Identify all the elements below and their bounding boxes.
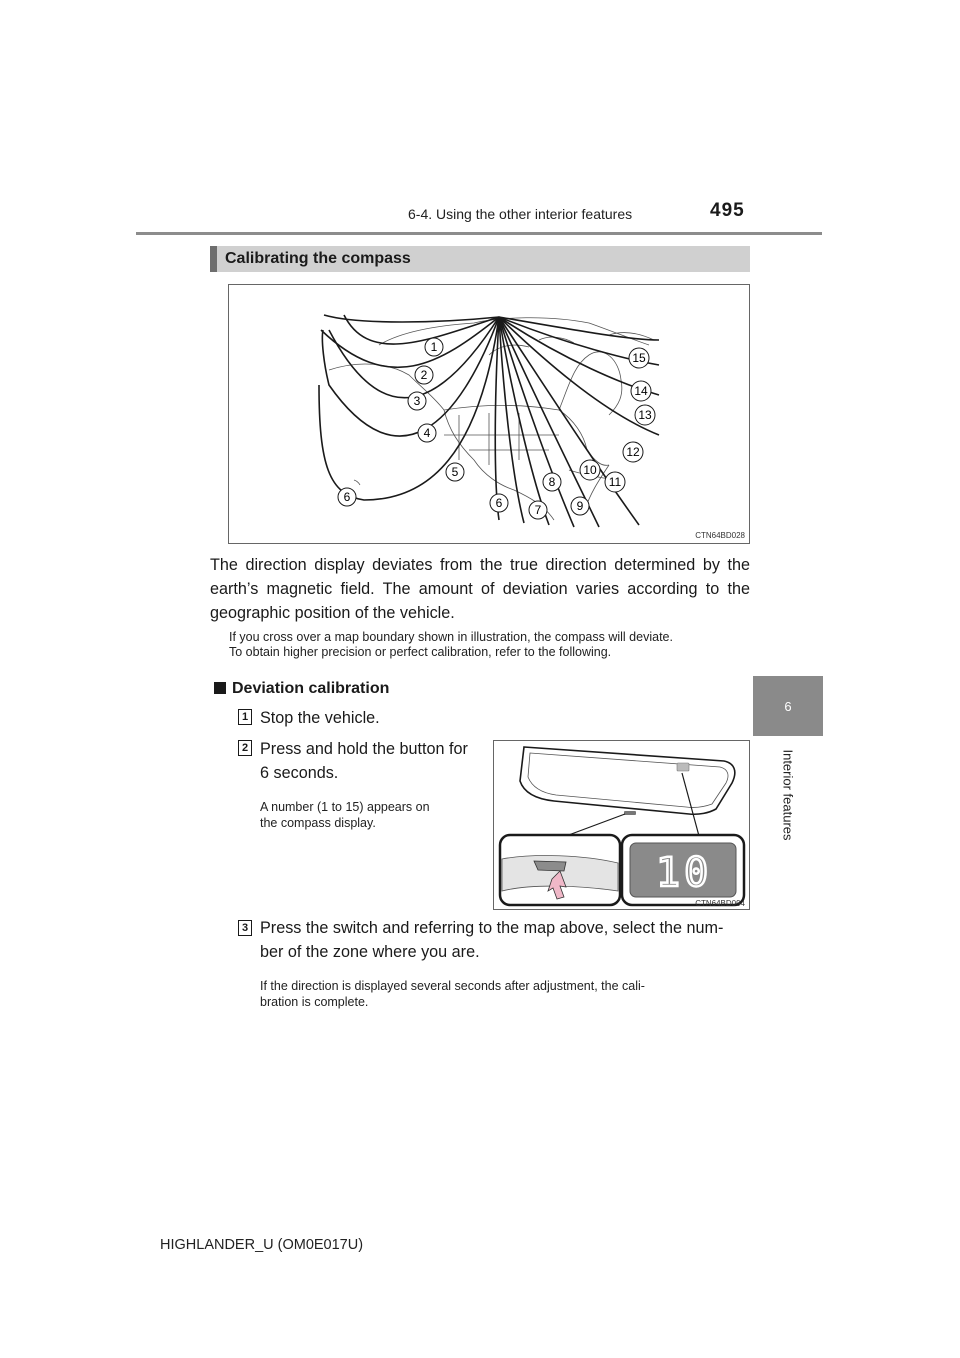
zone-label: 12 — [626, 445, 640, 459]
zone-label: 8 — [548, 475, 556, 489]
step-note: the compass display. — [260, 816, 376, 830]
zone-marker-15 — [629, 348, 649, 368]
zone-marker-12 — [623, 442, 643, 462]
chapter-title: Interior features — [780, 749, 796, 841]
zone-label: 6 — [343, 490, 351, 504]
zone-marker-5 — [446, 463, 464, 481]
header-rule — [136, 232, 822, 235]
section-heading-bar — [210, 246, 750, 272]
step-number-badge: 1 — [238, 709, 252, 725]
zone-marker-7 — [529, 501, 547, 519]
zone-label: 5 — [451, 465, 459, 479]
step-number-badge: 3 — [238, 920, 252, 936]
zone-label: 15 — [632, 351, 646, 365]
compass-display-readout: 10 — [656, 850, 713, 896]
zone-marker-10 — [580, 460, 600, 480]
step-text: Press the switch and referring to the map above, select the num- — [260, 919, 724, 937]
zone-marker-6a — [338, 488, 356, 506]
zone-label: 2 — [420, 368, 428, 382]
button-icon — [624, 811, 636, 815]
deviation-calibration-heading — [214, 680, 389, 698]
zone-marker-3 — [408, 392, 426, 410]
intro-note — [229, 630, 750, 660]
chapter-title-vertical — [778, 740, 798, 850]
step-text: Press and hold the button for — [260, 740, 468, 758]
mirror-button-figure — [493, 740, 750, 910]
mirror-outline — [520, 747, 735, 814]
zone-marker-8 — [543, 473, 561, 491]
zone-label: 7 — [534, 503, 542, 517]
zone-marker-1 — [425, 338, 443, 356]
zone-marker-13 — [635, 405, 655, 425]
running-header-section: 6-4. Using the other interior features — [408, 206, 633, 222]
zone-label: 1 — [430, 340, 438, 354]
intro-note-line: If you cross over a map boundary shown in illustration, the compass will deviate. — [229, 630, 673, 644]
step-text: Stop the vehicle. — [260, 709, 380, 727]
zone-marker-4 — [418, 424, 436, 442]
compass-zone-map — [229, 285, 749, 543]
coastline-outline — [329, 318, 654, 520]
chapter-number: 6 — [784, 698, 792, 714]
figure-code: CTN64BD094 — [695, 899, 745, 908]
footer-model-code: HIGHLANDER_U (OM0E017U) — [160, 1237, 364, 1253]
step-text: ber of the zone where you are. — [260, 943, 480, 961]
zone-label: 6 — [495, 496, 503, 510]
compass-zone-map-figure — [228, 284, 750, 544]
rearview-mirror-illustration — [494, 741, 749, 909]
compass-display-icon — [677, 763, 689, 771]
step-number-badge: 2 — [238, 740, 252, 756]
zone-label: 11 — [608, 475, 622, 489]
zone-marker-14 — [631, 381, 651, 401]
page-number: 495 — [710, 200, 745, 221]
step-note: If the direction is displayed several seconds after adjustment, the cali- — [260, 979, 645, 993]
intro-note-line: To obtain higher precision or perfect calibration, refer to the following. — [229, 645, 612, 659]
section-title: Calibrating the compass — [225, 250, 411, 267]
figure-code: CTN64BD028 — [695, 531, 745, 540]
chapter-tab — [753, 676, 823, 736]
zone-label: 14 — [634, 384, 648, 398]
square-bullet-icon — [214, 682, 226, 694]
zone-label: 10 — [583, 463, 597, 477]
zone-marker-9 — [571, 497, 589, 515]
step-text: 6 seconds. — [260, 764, 339, 782]
zone-label: 13 — [638, 408, 652, 422]
zone-marker-2 — [415, 366, 433, 384]
zone-marker-6b — [490, 494, 508, 512]
zone-label: 3 — [413, 394, 421, 408]
intro-paragraph: The direction display deviates from the true direction determined by the earth’s magnetic field. The amount of deviation varies according to the geographic position of the vehicle. — [210, 556, 750, 622]
step-note: A number (1 to 15) appears on — [260, 800, 430, 814]
zone-label: 4 — [423, 426, 431, 440]
step-note: bration is complete. — [260, 995, 369, 1009]
zone-marker-11 — [605, 472, 625, 492]
subheading-text: Deviation calibration — [232, 680, 390, 697]
zone-label: 9 — [576, 499, 584, 513]
